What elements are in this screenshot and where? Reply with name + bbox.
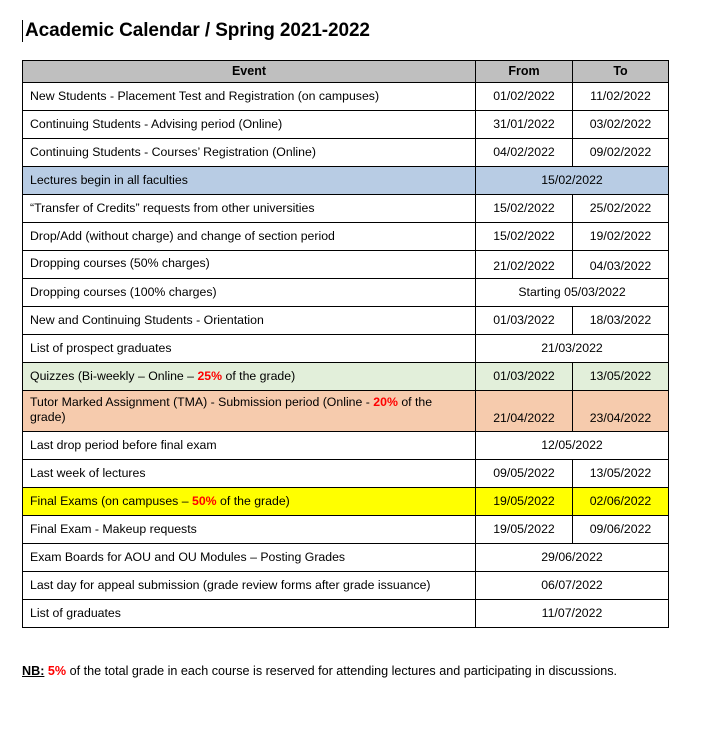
table-body (23, 83, 669, 628)
table-row (23, 279, 669, 307)
cell-date-to: 09/02/2022 (573, 139, 669, 167)
cell-event: Continuing Students - Advising period (Online) (23, 111, 476, 139)
cell-date-merged: 12/05/2022 (476, 432, 669, 460)
cell-event: Last week of lectures (23, 460, 476, 488)
grade-percentage: 20% (373, 395, 398, 409)
cell-date-from: 01/03/2022 (476, 363, 573, 391)
cell-event: Dropping courses (100% charges) (23, 279, 476, 307)
cell-date-to: 11/02/2022 (573, 83, 669, 111)
cell-event: Exam Boards for AOU and OU Modules – Posting Grades (23, 544, 476, 572)
cell-event: New Students - Placement Test and Registration (on campuses) (23, 83, 476, 111)
event-text-after: of the grade) (222, 368, 296, 383)
cell-date-merged: 21/03/2022 (476, 335, 669, 363)
table-row (23, 460, 669, 488)
cell-date-to: 23/04/2022 (573, 391, 669, 432)
table-row (23, 223, 669, 251)
cell-event: Dropping courses (50% charges) (23, 251, 476, 279)
table-row (23, 363, 669, 391)
cell-event: Continuing Students - Courses’ Registration (Online) (23, 139, 476, 167)
cell-date-from: 15/02/2022 (476, 223, 573, 251)
cell-date-merged: Starting 05/03/2022 (476, 279, 669, 307)
cell-date-merged: 29/06/2022 (476, 544, 669, 572)
table-row (23, 432, 669, 460)
cell-date-merged: 11/07/2022 (476, 600, 669, 628)
cell-event: Last drop period before final exam (23, 432, 476, 460)
cell-event: List of graduates (23, 600, 476, 628)
table-row (23, 488, 669, 516)
event-text-after: of the grade) (30, 395, 433, 425)
cell-event: “Transfer of Credits” requests from other universities (23, 195, 476, 223)
table-row (23, 251, 669, 279)
cell-date-to: 18/03/2022 (573, 307, 669, 335)
footnote (22, 662, 622, 682)
table-row (23, 391, 669, 432)
table-row (23, 195, 669, 223)
cell-date-merged: 06/07/2022 (476, 572, 669, 600)
grade-percentage: 25% (197, 368, 223, 383)
table-header (23, 61, 669, 83)
cell-date-from: 19/05/2022 (476, 516, 573, 544)
academic-calendar-table (22, 60, 669, 628)
cell-date-to: 13/05/2022 (573, 460, 669, 488)
table-row (23, 167, 669, 195)
cell-date-from: 19/05/2022 (476, 488, 573, 516)
text-cursor-icon (22, 20, 23, 42)
table-row (23, 335, 669, 363)
column-header-to: To (573, 61, 669, 83)
table-row (23, 544, 669, 572)
cell-event: Final Exam - Makeup requests (23, 516, 476, 544)
cell-date-from: 15/02/2022 (476, 195, 573, 223)
event-text-before: Quizzes (Bi-weekly – Online – (30, 368, 198, 383)
table-row (23, 111, 669, 139)
cell-date-from: 09/05/2022 (476, 460, 573, 488)
page-title: Academic Calendar / Spring 2021-2022 (25, 20, 370, 41)
cell-date-from: 01/03/2022 (476, 307, 573, 335)
cell-date-to: 25/02/2022 (573, 195, 669, 223)
cell-date-from: 04/02/2022 (476, 139, 573, 167)
cell-date-to: 03/02/2022 (573, 111, 669, 139)
table-row (23, 307, 669, 335)
table-row (23, 139, 669, 167)
column-header-from: From (476, 61, 573, 83)
cell-event: List of prospect graduates (23, 335, 476, 363)
cell-event (23, 391, 476, 432)
table-row (23, 516, 669, 544)
grade-percentage: 50% (191, 493, 217, 508)
footnote-percentage: 5% (47, 664, 67, 678)
table-row (23, 572, 669, 600)
cell-date-to: 04/03/2022 (573, 251, 669, 279)
column-header-event: Event (23, 61, 476, 83)
table-row (23, 83, 669, 111)
cell-date-to: 19/02/2022 (573, 223, 669, 251)
event-text-after: of the grade) (216, 493, 290, 508)
event-text-before: Final Exams (on campuses – (30, 493, 192, 508)
cell-event: Last day for appeal submission (grade review forms after grade issuance) (23, 572, 476, 600)
cell-event: Lectures begin in all faculties (23, 167, 476, 195)
cell-date-to: 13/05/2022 (573, 363, 669, 391)
cell-date-from: 21/04/2022 (476, 391, 573, 432)
cell-date-merged: 15/02/2022 (476, 167, 669, 195)
cell-event: New and Continuing Students - Orientation (23, 307, 476, 335)
table-header-row (23, 61, 669, 83)
cell-event (23, 363, 476, 391)
cell-date-from: 01/02/2022 (476, 83, 573, 111)
table-row (23, 600, 669, 628)
document-title-area (22, 20, 370, 42)
event-text-before: Tutor Marked Assignment (TMA) - Submission period (Online - (30, 395, 374, 409)
cell-date-from: 21/02/2022 (476, 251, 573, 279)
cell-event (23, 488, 476, 516)
cell-event: Drop/Add (without charge) and change of section period (23, 223, 476, 251)
footnote-text: of the total grade in each course is reserved for attending lectures and participating in discussions. (66, 664, 618, 678)
footnote-label: NB: (22, 664, 45, 678)
cell-date-to: 09/06/2022 (573, 516, 669, 544)
cell-date-from: 31/01/2022 (476, 111, 573, 139)
cell-date-to: 02/06/2022 (573, 488, 669, 516)
